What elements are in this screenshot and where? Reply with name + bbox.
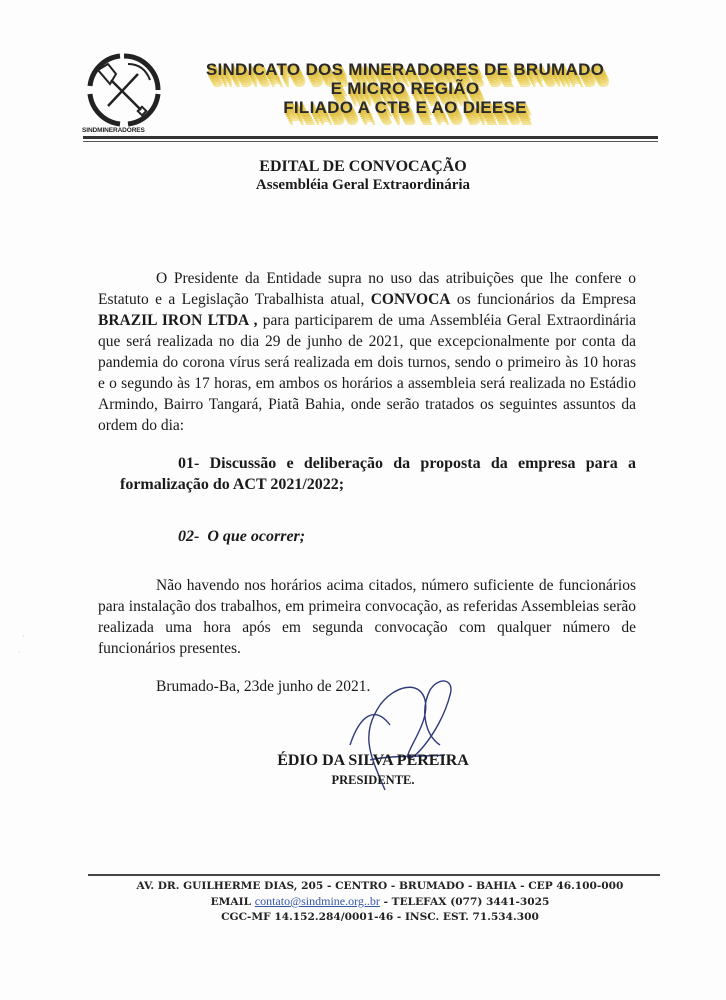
agenda-item-1 [120,453,636,495]
header-divider [83,136,658,139]
text-segment: Não havendo nos horários acima citados, número suficiente de funcionários para instalação dos trabalhos, em primeira convocação, as referidas Assembleias serão realizada uma hora após em segunda convocação com qualquer número de funcionários presentes. [98,577,636,657]
convocation-paragraph [98,268,636,436]
agenda-text: Discussão e deliberação da proposta da empresa para a formalização do ACT 2021/2022; [120,455,636,493]
footer-contact [80,894,680,910]
agenda-number: 01- [178,455,200,472]
email-link[interactable]: contato@sindmine.org..br [254,894,380,908]
signature-icon [330,675,470,815]
text-segment: para participarem de uma Assembléia Geral Extraordinária que será realizada no dia 29 de junho de 2021, que excepcionalmente por conta da pandemia do corona vírus será realizada em dois turnos, sendo o primeiro às 10 horas e o segundo às 17 horas, em ambos os horários a assembleia será realizada no Estádio Armindo, Bairro Tangará, Piatã Bahia, onde serão tratados os seguintes assuntos da ordem do dia: [98,312,637,434]
footer-divider [88,874,660,876]
agenda-text: O que ocorrer; [207,528,306,545]
signer-name: ÉDIO DA SILVA PEREIRA [277,752,469,769]
scan-speck: · [18,648,21,657]
telefax: - TELEFAX (077) 3441-3025 [379,896,550,908]
letterhead [170,60,640,117]
title-main: EDITAL DE CONVOCAÇÃO [259,158,467,175]
letterhead-line: E MICRO REGIÃO [330,79,480,98]
text-segment: O Presidente da Entidade supra no uso das atribuições que lhe confere o Estatuto e a Legislação Trabalhista atual, [98,270,636,308]
letterhead-line: FILIADO A CTB E AO DIEESE [283,98,527,117]
company-name: BRAZIL IRON LTDA , [98,312,258,329]
document-title [0,157,726,195]
pickaxe-shovel-logo-icon [84,50,164,130]
logo-caption: SINDMINERADORES [82,127,145,134]
agenda-number: 02- [178,528,200,545]
footer-registration: CGC-MF 14.152.284/0001-46 - INSC. EST. 71.534.300 [221,911,539,923]
scan-speck: · [22,632,25,641]
footer [80,879,680,925]
signer-role: PRESIDENTE. [331,773,415,787]
footer-address: AV. DR. GUILHERME DIAS, 205 - CENTRO - BRUMADO - BAHIA - CEP 46.100-000 [136,880,624,892]
letterhead-line: SINDICATO DOS MINERADORES DE BRUMADO [205,60,605,79]
text-segment: os funcionários da Empresa [450,291,636,308]
header-divider-thin [83,141,658,142]
agenda-item-2 [178,528,305,546]
title-subtitle: Assembléia Geral Extraordinária [255,177,471,193]
place-date: Brumado-Ba, 23de junho de 2021. [156,678,371,695]
convoca-keyword: CONVOCA [370,291,451,308]
email-label: EMAIL [210,896,252,908]
second-call-paragraph [98,575,636,659]
